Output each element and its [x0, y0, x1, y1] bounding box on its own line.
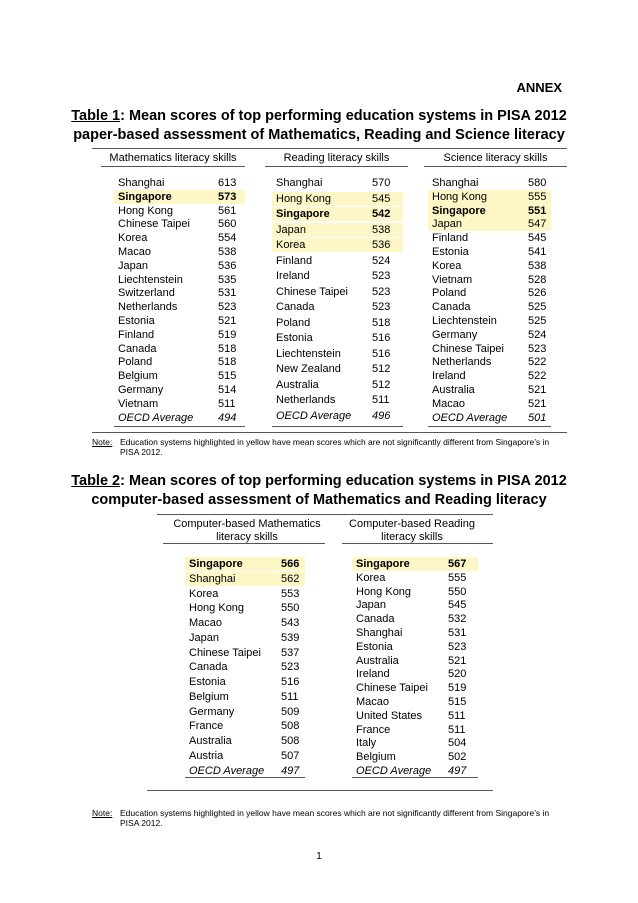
country-name: Canada — [356, 613, 395, 626]
table-row — [272, 269, 403, 283]
mean-score: 522 — [528, 370, 547, 383]
country-name: OECD Average — [118, 411, 194, 424]
table-row — [272, 254, 403, 268]
mean-score: 554 — [218, 232, 237, 245]
table-row — [185, 749, 305, 763]
mean-score: 518 — [372, 316, 391, 329]
table-row — [114, 286, 245, 300]
table-row — [428, 176, 551, 190]
mean-score: 523 — [281, 661, 300, 674]
country-name: Korea — [432, 259, 462, 272]
table-row — [185, 631, 305, 645]
country-name: Estonia — [118, 315, 155, 327]
country-name: Singapore — [432, 204, 486, 217]
country-name: Singapore — [276, 208, 330, 220]
table-row — [352, 764, 478, 778]
table-row — [185, 705, 305, 719]
country-name: Chinese Taipei — [432, 342, 504, 355]
table-row — [428, 190, 551, 204]
mean-score: 511 — [372, 394, 390, 406]
table-row — [352, 557, 478, 571]
table1-col1-bottom-rule — [114, 426, 245, 427]
table2-col2-header-rule — [342, 543, 493, 544]
table-row — [185, 616, 305, 630]
country-name: Canada — [432, 301, 471, 314]
mean-score: 553 — [281, 587, 300, 600]
country-name: Shanghai — [432, 177, 479, 189]
country-name: Vietnam — [432, 273, 473, 286]
mean-score: 511 — [218, 397, 236, 410]
country-name: Ireland — [432, 370, 466, 383]
table-row — [272, 300, 403, 314]
mean-score: 550 — [281, 602, 300, 615]
mean-score: 512 — [372, 378, 391, 391]
table-row — [352, 654, 478, 668]
table-row — [114, 190, 245, 204]
table1-title-line1: : Mean scores of top performing education systems in PISA 2012 — [120, 108, 567, 124]
mean-score: 523 — [372, 270, 391, 282]
mean-score: 494 — [218, 411, 237, 424]
mean-score: 504 — [448, 737, 467, 750]
table-row — [185, 572, 305, 586]
table-row — [185, 764, 305, 778]
table-row — [272, 393, 403, 407]
table1-note — [92, 437, 567, 459]
mean-score: 561 — [218, 204, 237, 217]
mean-score: 613 — [218, 177, 237, 189]
country-name: Shanghai — [118, 177, 165, 189]
mean-score: 511 — [281, 690, 299, 703]
mean-score: 542 — [372, 208, 391, 220]
table1-col3-header: Science literacy skills — [443, 152, 548, 164]
country-name: Finland — [432, 232, 469, 245]
table-row — [272, 223, 403, 237]
country-name: Estonia — [276, 332, 313, 344]
country-name: Chinese Taipei — [356, 682, 428, 695]
country-name: Chinese Taipei — [118, 218, 190, 231]
country-name: France — [356, 723, 391, 736]
table-row — [428, 342, 551, 356]
mean-score: 532 — [448, 613, 467, 626]
mean-score: 518 — [218, 342, 237, 355]
table2-bottom-rule — [147, 790, 493, 791]
table2-col1-header-line1: Computer-based Mathematics — [173, 518, 321, 530]
table-row — [114, 383, 245, 397]
table2-col2-header-line1: Computer-based Reading — [349, 518, 475, 530]
mean-score: 555 — [448, 571, 467, 584]
table-row — [272, 192, 403, 206]
table-row — [428, 369, 551, 383]
country-name: Macao — [356, 696, 390, 708]
table-row — [185, 646, 305, 660]
mean-score: 509 — [281, 705, 300, 718]
country-name: Japan — [356, 599, 386, 612]
table-row — [352, 681, 478, 695]
country-name: Germany — [118, 384, 164, 396]
table-row — [352, 695, 478, 709]
table-row — [114, 204, 245, 218]
table-row — [428, 273, 551, 287]
mean-score: 525 — [528, 301, 547, 314]
mean-score: 531 — [448, 627, 467, 639]
mean-score: 501 — [528, 411, 547, 424]
mean-score: 536 — [372, 239, 391, 251]
mean-score: 566 — [281, 558, 300, 570]
table-row — [428, 328, 551, 342]
country-name: Singapore — [118, 190, 172, 203]
mean-score: 541 — [528, 246, 547, 258]
mean-score: 516 — [372, 332, 391, 344]
table-row — [185, 557, 305, 571]
country-name: Finland — [276, 254, 313, 267]
table-row — [428, 411, 551, 425]
mean-score: 523 — [448, 640, 467, 653]
mean-score: 528 — [528, 273, 547, 286]
mean-score: 551 — [528, 204, 547, 217]
table-row — [185, 690, 305, 704]
mean-score: 508 — [281, 720, 300, 733]
table-row — [114, 314, 245, 328]
table2-title-line2: computer-based assessment of Mathematics and Reading literacy — [91, 492, 547, 508]
country-name: Ireland — [276, 270, 310, 282]
mean-score: 516 — [372, 347, 391, 360]
table1-col2-header-rule — [265, 166, 408, 167]
table2-col1-header-rule — [163, 543, 325, 544]
table-row — [114, 328, 245, 342]
table1-col2-bottom-rule — [272, 426, 403, 427]
country-name: Estonia — [432, 246, 469, 258]
mean-score: 521 — [448, 654, 467, 667]
table-row — [428, 355, 551, 369]
table1-col3-header-rule — [424, 166, 567, 167]
mean-score: 514 — [218, 384, 237, 396]
table-row — [352, 571, 478, 585]
table-row — [272, 362, 403, 376]
mean-score: 521 — [528, 384, 547, 396]
country-name: Shanghai — [189, 572, 236, 585]
mean-score: 545 — [448, 599, 467, 612]
mean-score: 538 — [528, 259, 547, 272]
country-name: Japan — [118, 259, 148, 272]
table1-note-text: Education systems highlighted in yellow have mean scores which are not significantly different from Singapore’s in PISA 2012. — [120, 437, 550, 457]
table2-top-rule — [157, 514, 493, 515]
country-name: Poland — [432, 287, 467, 300]
country-name: Italy — [356, 737, 377, 750]
table-row — [428, 217, 551, 231]
table-row — [272, 285, 403, 299]
table-row — [428, 286, 551, 300]
table1-col2-header: Reading literacy skills — [283, 152, 390, 164]
mean-score: 523 — [218, 301, 237, 314]
mean-score: 538 — [218, 246, 237, 258]
mean-score: 555 — [528, 190, 547, 203]
mean-score: 524 — [528, 328, 547, 341]
table-row — [114, 342, 245, 356]
country-name: Japan — [432, 218, 462, 231]
mean-score: 512 — [372, 363, 391, 375]
country-name: Belgium — [356, 751, 396, 764]
table-row — [352, 612, 478, 626]
country-name: Singapore — [189, 558, 243, 570]
country-name: OECD Average — [356, 765, 432, 777]
table-row — [272, 378, 403, 392]
table-row — [272, 409, 403, 423]
country-name: Macao — [189, 617, 223, 629]
table-row — [428, 397, 551, 411]
country-name: OECD Average — [189, 764, 265, 777]
table2-col1-header — [163, 518, 331, 544]
table-row — [185, 660, 305, 674]
country-name: Poland — [276, 316, 311, 329]
country-name: Vietnam — [118, 397, 159, 410]
country-name: Chinese Taipei — [276, 285, 348, 298]
country-name: Canada — [189, 661, 228, 674]
table-row — [352, 750, 478, 764]
table1-title-line2: paper-based assessment of Mathematics, Reading and Science literacy — [73, 127, 565, 143]
table-row — [114, 217, 245, 231]
country-name: Hong Kong — [356, 585, 412, 598]
table-row — [114, 245, 245, 259]
mean-score: 525 — [528, 315, 547, 327]
table-row — [428, 383, 551, 397]
table-row — [114, 355, 245, 369]
table-row — [185, 734, 305, 748]
table-row — [428, 245, 551, 259]
table1-note-label: Note: — [92, 437, 113, 447]
mean-score: 518 — [218, 356, 237, 369]
mean-score: 522 — [528, 356, 547, 369]
mean-score: 543 — [281, 617, 300, 629]
country-name: Australia — [276, 378, 319, 391]
mean-score: 497 — [448, 765, 467, 777]
country-name: United States — [356, 709, 423, 722]
mean-score: 547 — [528, 218, 547, 231]
country-name: Japan — [276, 223, 306, 236]
mean-score: 545 — [528, 232, 547, 245]
country-name: Macao — [432, 397, 466, 410]
table-row — [428, 204, 551, 218]
table2-title — [0, 472, 638, 510]
mean-score: 570 — [372, 177, 391, 189]
table-row — [114, 231, 245, 245]
table2-col1-header-line2: literacy skills — [216, 531, 278, 543]
mean-score: 508 — [281, 735, 300, 747]
table2-title-line1: : Mean scores of top performing education systems in PISA 2012 — [120, 473, 567, 489]
country-name: Hong Kong — [432, 190, 488, 203]
table2-note — [92, 808, 567, 830]
mean-score: 567 — [448, 558, 467, 570]
table-row — [272, 207, 403, 221]
country-name: Finland — [118, 328, 155, 341]
table-row — [352, 709, 478, 723]
country-name: Korea — [276, 239, 306, 251]
mean-score: 545 — [372, 192, 391, 205]
mean-score: 521 — [218, 315, 237, 327]
mean-score: 560 — [218, 218, 237, 231]
mean-score: 573 — [218, 190, 237, 203]
table-row — [352, 585, 478, 599]
mean-score: 496 — [372, 409, 391, 422]
mean-score: 516 — [281, 676, 300, 688]
mean-score: 521 — [528, 397, 547, 410]
mean-score: 523 — [528, 342, 547, 355]
table-row — [352, 640, 478, 654]
table1-number: Table 1 — [71, 108, 121, 124]
mean-score: 519 — [218, 328, 237, 341]
mean-score: 580 — [528, 177, 547, 189]
mean-score: 538 — [372, 223, 391, 236]
country-name: Hong Kong — [276, 192, 332, 205]
table-row — [428, 231, 551, 245]
mean-score: 502 — [448, 751, 467, 764]
country-name: Poland — [118, 356, 153, 369]
country-name: Hong Kong — [189, 602, 245, 615]
country-name: Australia — [356, 654, 399, 667]
table-row — [352, 736, 478, 750]
mean-score: 535 — [218, 273, 237, 286]
country-name: Germany — [432, 328, 478, 341]
table-row — [428, 314, 551, 328]
mean-score: 515 — [218, 370, 237, 383]
mean-score: 515 — [448, 696, 467, 708]
country-name: Shanghai — [356, 627, 403, 639]
table2-note-label: Note: — [92, 808, 113, 818]
table-row — [352, 626, 478, 640]
mean-score: 523 — [372, 285, 391, 298]
country-name: Belgium — [118, 370, 158, 383]
table-row — [428, 259, 551, 273]
country-name: Liechtenstein — [276, 347, 341, 360]
table-row — [185, 601, 305, 615]
table-row — [114, 411, 245, 425]
country-name: Hong Kong — [118, 204, 174, 217]
country-name: Australia — [432, 384, 475, 396]
table-row — [272, 347, 403, 361]
table-row — [352, 723, 478, 737]
table-row — [428, 300, 551, 314]
mean-score: 537 — [281, 646, 300, 659]
country-name: Chinese Taipei — [189, 646, 261, 659]
table-row — [114, 397, 245, 411]
mean-score: 526 — [528, 287, 547, 300]
table1-col3-bottom-rule — [428, 426, 551, 427]
table2-col2-header-line2: literacy skills — [381, 531, 443, 543]
mean-score: 507 — [281, 749, 300, 762]
mean-score: 550 — [448, 585, 467, 598]
mean-score: 497 — [281, 764, 300, 777]
country-name: Estonia — [356, 640, 393, 653]
country-name: Netherlands — [432, 356, 492, 369]
country-name: Australia — [189, 735, 232, 747]
country-name: Austria — [189, 749, 224, 762]
table-row — [114, 369, 245, 383]
mean-score: 524 — [372, 254, 391, 267]
country-name: Canada — [118, 342, 157, 355]
table1-col1-header-rule — [101, 166, 245, 167]
table1-top-rule — [92, 148, 567, 149]
table-row — [352, 598, 478, 612]
country-name: Germany — [189, 705, 235, 718]
table-row — [114, 176, 245, 190]
table-row — [114, 273, 245, 287]
table-row — [272, 238, 403, 252]
table-row — [185, 587, 305, 601]
country-name: Ireland — [356, 668, 390, 681]
mean-score: 520 — [448, 668, 467, 681]
mean-score: 536 — [218, 259, 237, 272]
mean-score: 511 — [448, 709, 466, 722]
table-row — [272, 331, 403, 345]
table-row — [352, 667, 478, 681]
mean-score: 539 — [281, 631, 300, 644]
mean-score: 511 — [448, 723, 466, 736]
country-name: Switzerland — [118, 287, 175, 300]
country-name: Korea — [356, 571, 386, 584]
mean-score: 519 — [448, 682, 467, 695]
country-name: Liechtenstein — [118, 273, 183, 286]
table1-bottom-rule — [92, 432, 567, 433]
country-name: Netherlands — [276, 394, 336, 406]
table-row — [114, 259, 245, 273]
country-name: Canada — [276, 301, 315, 313]
country-name: Liechtenstein — [432, 315, 497, 327]
table-row — [114, 300, 245, 314]
page-number: 1 — [316, 851, 322, 862]
country-name: Korea — [118, 232, 148, 245]
country-name: Macao — [118, 246, 152, 258]
country-name: New Zealand — [276, 363, 341, 375]
table2-col2-header — [342, 518, 482, 544]
table1-title — [0, 107, 638, 145]
country-name: France — [189, 720, 224, 733]
mean-score: 523 — [372, 301, 391, 313]
table2-note-text: Education systems highlighted in yellow have mean scores which are not significantly different from Singapore’s in PISA 2012. — [120, 808, 550, 828]
mean-score: 562 — [281, 572, 300, 585]
country-name: Shanghai — [276, 177, 323, 189]
table-row — [272, 316, 403, 330]
annex-heading: ANNEX — [516, 80, 562, 95]
table2-col1-bottom-rule — [185, 777, 305, 778]
table-row — [272, 176, 403, 190]
mean-score: 531 — [218, 287, 237, 300]
country-name: Korea — [189, 587, 219, 600]
table2-col2-bottom-rule — [352, 777, 478, 778]
table-row — [185, 675, 305, 689]
country-name: Singapore — [356, 558, 410, 570]
country-name: Estonia — [189, 676, 226, 688]
country-name: Netherlands — [118, 301, 178, 314]
country-name: OECD Average — [276, 409, 352, 422]
table1-col1-header: Mathematics literacy skills — [109, 152, 237, 164]
country-name: Japan — [189, 631, 219, 644]
country-name: OECD Average — [432, 411, 508, 424]
country-name: Belgium — [189, 690, 229, 703]
table-row — [185, 719, 305, 733]
table2-number: Table 2 — [71, 473, 121, 489]
